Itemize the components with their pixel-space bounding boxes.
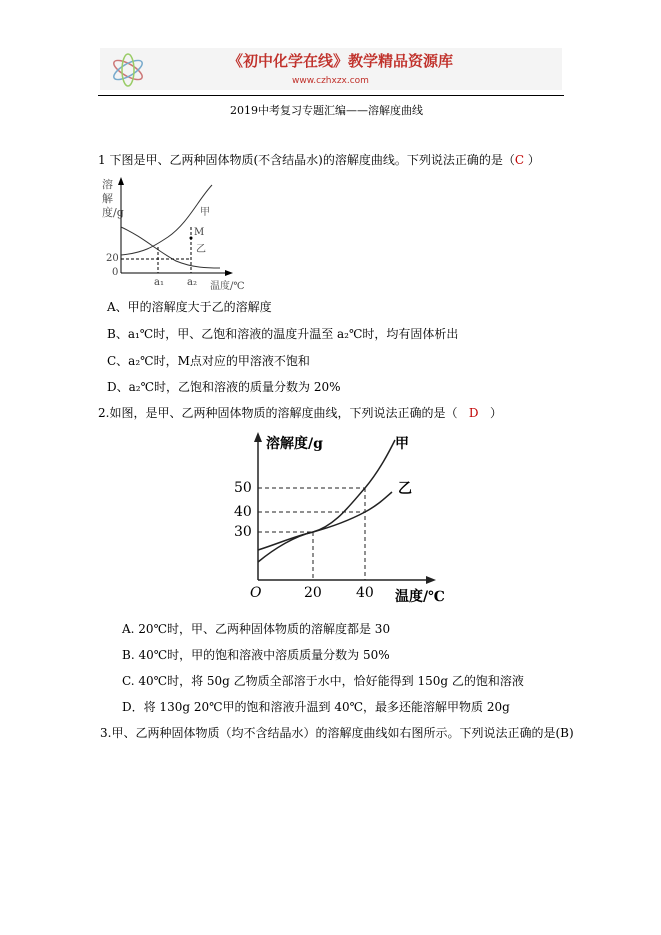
brand-title: 《初中化学在线》教学精品资源库 (228, 52, 454, 70)
q1-option-c: C、a₂℃时，M点对应的甲溶液不饱和 (107, 354, 310, 368)
q3-stem: 3.甲、乙两种固体物质（均不含结晶水）的溶解度曲线如右图所示。下列说法正确的是(B) (100, 726, 574, 740)
x-axis-label: 温度/℃ (395, 589, 445, 605)
tick-40: 40 (234, 504, 252, 520)
origin-label: 0 (112, 267, 119, 278)
q2-option-b: B. 40℃时，甲的饱和溶液中溶质质量分数为 50% (122, 648, 390, 662)
label-yi: 乙 (196, 244, 206, 255)
q2-solubility-graph (250, 430, 450, 610)
tick-a1: a₁ (154, 277, 164, 288)
x-axis-arrow-icon (426, 576, 436, 584)
tick-x40: 40 (356, 585, 374, 601)
x-axis-arrow-icon (225, 270, 233, 276)
tick-20: 20 (106, 253, 119, 264)
label-m: M (194, 227, 205, 238)
x-axis-label: 温度/℃ (210, 281, 245, 292)
q2-stem: 2.如图，是甲、乙两种固体物质的溶解度曲线，下列说法正确的是（ D ） (98, 406, 502, 420)
atom-logo-icon (108, 52, 148, 88)
tick-30: 30 (234, 524, 252, 540)
tick-a2: a₂ (187, 277, 197, 288)
y-axis-arrow-icon (118, 177, 124, 185)
q1-option-d: D、a₂℃时，乙饱和溶液的质量分数为 20% (107, 380, 341, 394)
q1-option-b: B、a₁℃时，甲、乙饱和溶液的温度升温至 a₂℃时，均有固体析出 (107, 327, 459, 341)
label-jia: 甲 (200, 207, 210, 218)
header-divider (98, 95, 564, 96)
q1-solubility-graph (98, 175, 258, 295)
q2-option-d: D．将 130g 20℃甲的饱和溶液升温到 40℃，最多还能溶解甲物质 20g (122, 700, 510, 714)
q2-option-c: C. 40℃时，将 50g 乙物质全部溶于水中，恰好能得到 150g 乙的饱和溶液 (122, 674, 524, 688)
q2-ylabel: 溶解度/g (266, 436, 323, 452)
q1-ylabel: 溶解度/g (102, 178, 124, 219)
header-banner (100, 48, 562, 90)
label-jia: 甲 (395, 436, 409, 452)
y-axis-arrow-icon (254, 432, 262, 442)
q1-option-a: A、甲的溶解度大于乙的溶解度 (107, 300, 272, 314)
q2-answer: D (468, 406, 479, 420)
q2-option-a: A. 20℃时，甲、乙两种固体物质的溶解度都是 30 (122, 622, 391, 636)
tick-x20: 20 (304, 585, 322, 601)
origin-label: O (250, 585, 262, 601)
q1-stem: 1 下图是甲、乙两种固体物质(不含结晶水)的溶解度曲线。下列说法正确的是（C ） (98, 153, 540, 167)
brand-url: www.czhxzx.com (292, 76, 369, 86)
curve-jia (258, 440, 395, 550)
point-m (190, 237, 193, 240)
tick-50: 50 (234, 480, 252, 496)
page-title: 2019中考复习专题汇编——溶解度曲线 (230, 104, 423, 117)
q1-answer: C (514, 153, 525, 167)
label-yi: 乙 (398, 481, 412, 497)
